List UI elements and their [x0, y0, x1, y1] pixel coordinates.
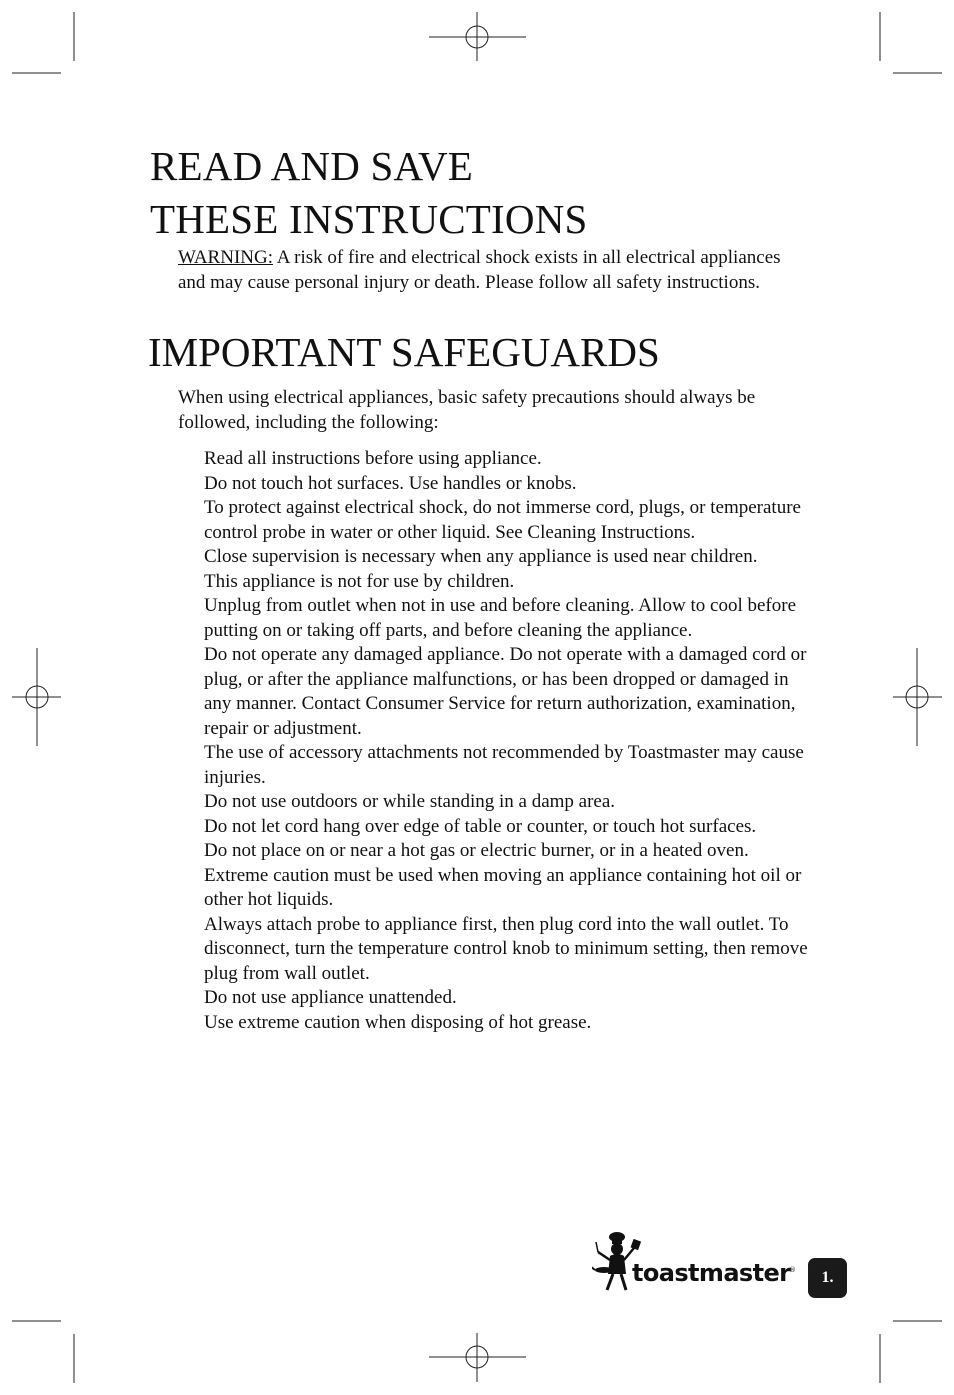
list-item: Close supervision is necessary when any appliance is used near children. — [204, 546, 758, 567]
list-item: Read all instructions before using appliance. — [204, 448, 542, 469]
important-safeguards-title: IMPORTANT SAFEGUARDS — [148, 329, 660, 375]
heading-line-2: THESE INSTRUCTIONS — [150, 196, 588, 242]
list-item: This appliance is not for use by children. — [204, 570, 515, 592]
list-item: To protect against electrical shock, do not immerse cord, plugs, or temperature control probe in water or other liquid. See Cleaning Instructions. — [204, 497, 801, 543]
list-item: Do not operate any damaged appliance. Do not operate with a damaged cord or plug, or after the appliance malfunctions, or has been dropped or damaged in any manner. Contact Consumer Service for return authorization, examination, repair or adjustment. — [204, 644, 807, 739]
registered-mark: ® — [789, 1266, 796, 1274]
warning-text: A risk of fire and electrical shock exists in all electrical appliances and may cause personal injury or death. Please follow all safety instructions. — [178, 247, 781, 293]
list-item: Do not touch hot surfaces. Use handles or knobs. — [204, 472, 577, 494]
safeguards-intro: When using electrical appliances, basic safety precautions should always be followed, including the following: — [178, 387, 756, 433]
warning-label: WARNING: — [178, 247, 273, 268]
list-item: Always attach probe to appliance first, then plug cord into the wall outlet. To disconnect, turn the temperature control knob to minimum setting, then remove plug from wall outlet. — [204, 913, 808, 984]
list-item: Unplug from outlet when not in use and before cleaning. Allow to cool before putting on or taking off parts, and before cleaning the appliance. — [204, 595, 797, 641]
list-item: Do not use outdoors or while standing in a damp area. — [204, 791, 616, 812]
page-number-badge: 1. — [808, 1258, 847, 1298]
list-item: Extreme caution must be used when moving an appliance containing hot oil or other hot liquids. — [204, 864, 802, 910]
toastmaster-wordmark: toastmaster — [632, 1259, 791, 1287]
list-item: Do not let cord hang over edge of table or counter, or touch hot surfaces. — [204, 815, 757, 837]
list-item: The use of accessory attachments not recommended by Toastmaster may cause injuries. — [204, 742, 804, 788]
list-item: Use extreme caution when disposing of hot grease. — [204, 1011, 592, 1033]
read-and-save-heading — [150, 140, 588, 246]
safeguards-list — [204, 447, 814, 1035]
list-item: Do not place on or near a hot gas or electric burner, or in a heated oven. — [204, 840, 749, 861]
warning-paragraph — [178, 246, 798, 295]
heading-line-1: READ AND SAVE — [150, 143, 474, 189]
list-item: Do not use appliance unattended. — [204, 987, 457, 1008]
